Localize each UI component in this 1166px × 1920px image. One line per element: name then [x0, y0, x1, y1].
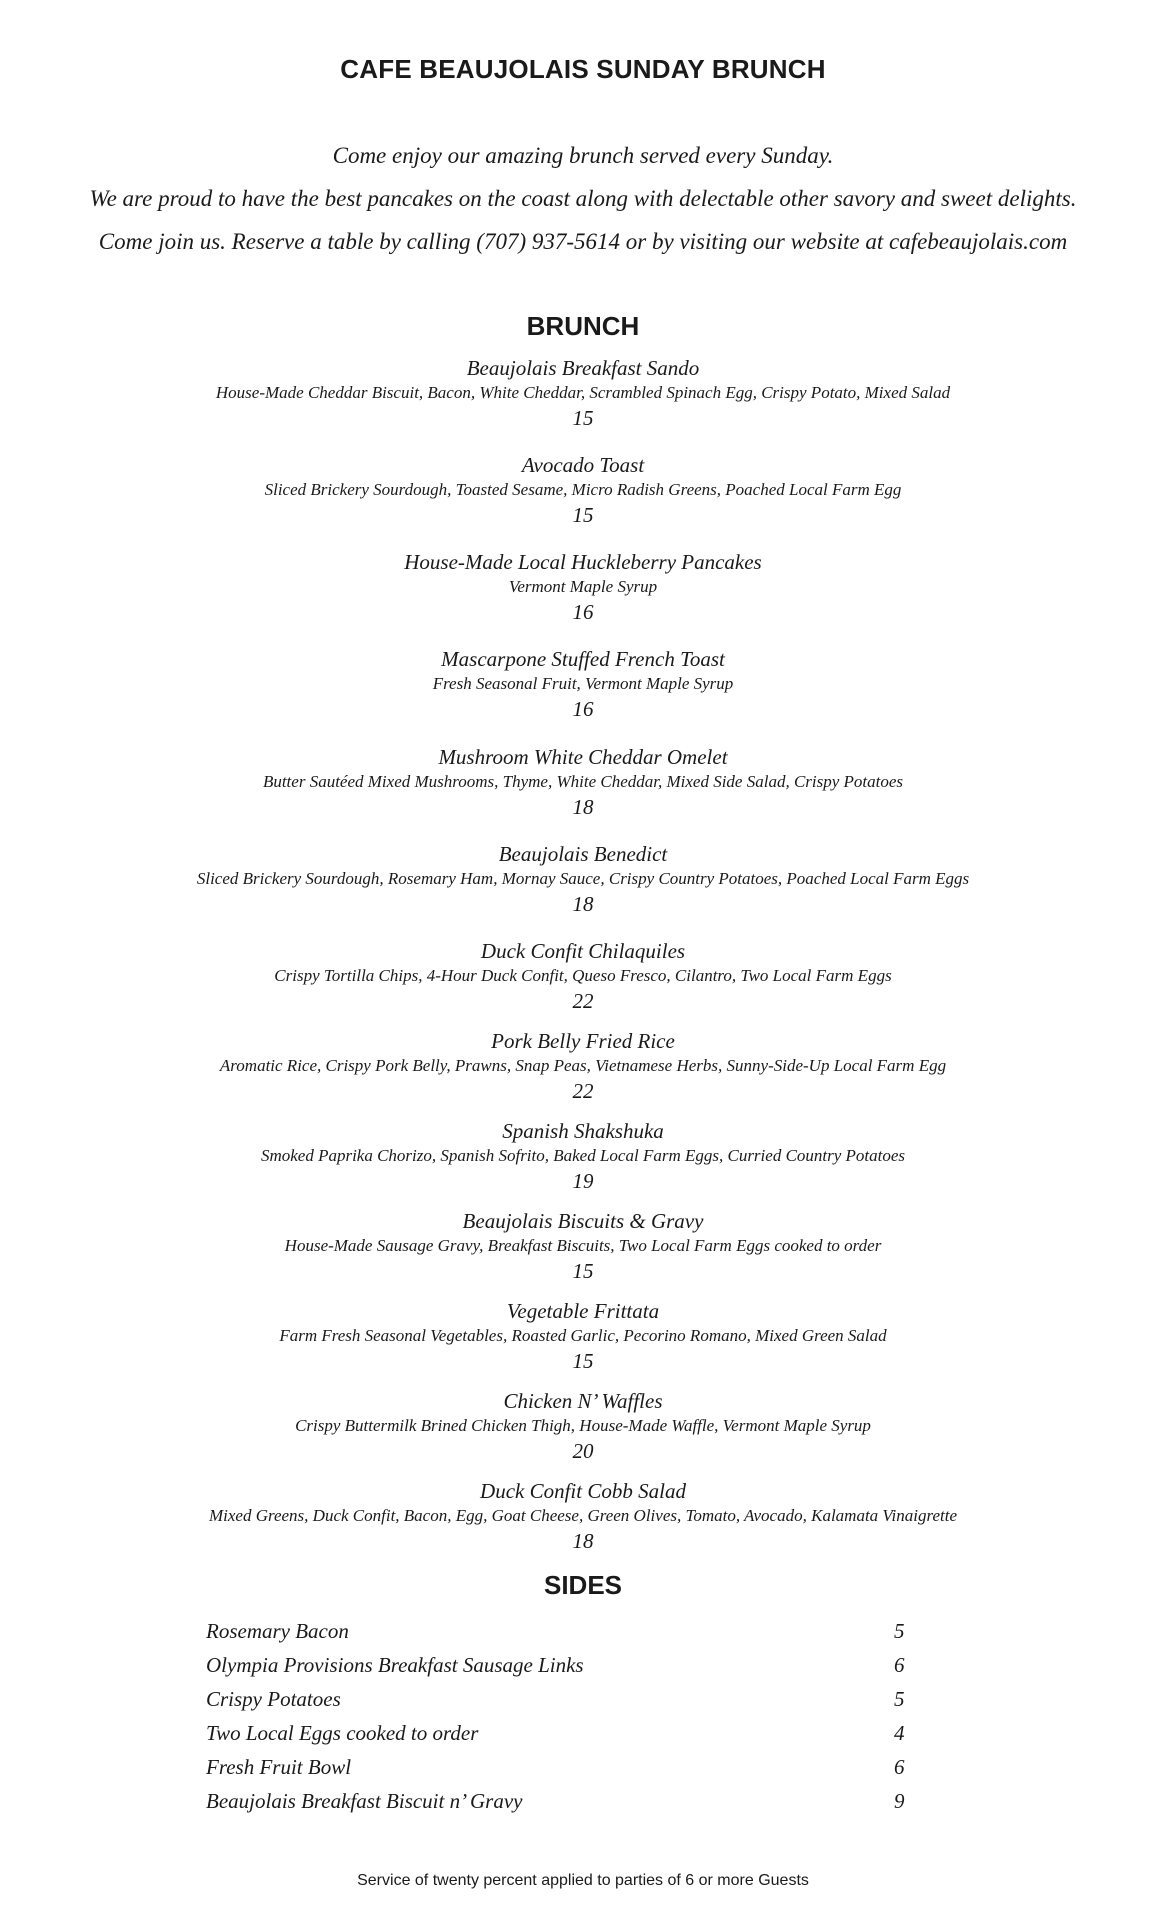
brunch-heading: BRUNCH: [526, 311, 640, 341]
page-title: CAFE BEAUJOLAIS SUNDAY BRUNCH: [340, 54, 826, 84]
item-description: Sliced Brickery Sourdough, Toasted Sesame, Micro Radish Greens, Poached Local Farm Egg: [264, 480, 902, 499]
side-item: [206, 1784, 926, 1818]
menu-item: [0, 1298, 1166, 1374]
item-price: 15: [572, 1259, 594, 1283]
item-name: House-Made Local Huckleberry Pancakes: [404, 550, 762, 574]
menu-item: [0, 1478, 1166, 1554]
side-item: [206, 1682, 926, 1716]
item-description: Crispy Buttermilk Brined Chicken Thigh, House-Made Waffle, Vermont Maple Syrup: [295, 1416, 871, 1435]
intro-text: [0, 134, 1166, 263]
intro-line: Come enjoy our amazing brunch served every Sunday.: [332, 143, 834, 168]
item-description: Sliced Brickery Sourdough, Rosemary Ham, Mornay Sauce, Crispy Country Potatoes, Poached Local Farm Eggs: [196, 869, 970, 888]
item-price: 16: [572, 697, 594, 721]
item-description: Aromatic Rice, Crispy Pork Belly, Prawns, Snap Peas, Vietnamese Herbs, Sunny-Side-Up Local Farm Egg: [219, 1056, 947, 1075]
menu-item: [0, 1118, 1166, 1194]
side-name: Fresh Fruit Bowl: [206, 1755, 352, 1779]
side-price: 9: [894, 1789, 905, 1813]
item-description: Fresh Seasonal Fruit, Vermont Maple Syrup: [432, 674, 734, 693]
side-item: [206, 1716, 926, 1750]
side-name: Crispy Potatoes: [206, 1687, 341, 1711]
item-name: Beaujolais Benedict: [498, 842, 668, 866]
service-charge-note: Service of twenty percent applied to parties of 6 or more Guests: [357, 1872, 809, 1889]
side-name: Rosemary Bacon: [206, 1619, 349, 1643]
menu-item: [0, 938, 1166, 1014]
item-name: Vegetable Frittata: [506, 1299, 660, 1323]
item-name: Mascarpone Stuffed French Toast: [441, 647, 725, 671]
item-price: 15: [572, 503, 594, 527]
item-price: 18: [572, 1529, 594, 1553]
item-name: Pork Belly Fried Rice: [491, 1029, 675, 1053]
item-description: House-Made Sausage Gravy, Breakfast Biscuits, Two Local Farm Eggs cooked to order: [284, 1236, 882, 1255]
item-name: Spanish Shakshuka: [502, 1119, 664, 1143]
intro-line: We are proud to have the best pancakes on the coast along with delectable other savory and sweet delights.: [89, 186, 1077, 211]
item-price: 22: [572, 989, 594, 1013]
item-price: 19: [572, 1169, 594, 1193]
sides-heading: SIDES: [543, 1570, 623, 1600]
item-name: Duck Confit Cobb Salad: [480, 1479, 686, 1503]
side-price: 5: [894, 1619, 905, 1643]
item-name: Mushroom White Cheddar Omelet: [438, 745, 728, 769]
item-price: 20: [572, 1439, 594, 1463]
side-price: 6: [894, 1653, 905, 1677]
intro-line: Come join us. Reserve a table by calling (707) 937-5614 or by visiting our website at cafebeaujolais.com: [98, 229, 1068, 254]
item-name: Duck Confit Chilaquiles: [480, 939, 686, 963]
side-name: Olympia Provisions Breakfast Sausage Links: [206, 1653, 584, 1677]
item-description: Butter Sautéed Mixed Mushrooms, Thyme, White Cheddar, Mixed Side Salad, Crispy Potatoes: [262, 772, 904, 791]
menu-item: [0, 646, 1166, 722]
side-price: 5: [894, 1687, 905, 1711]
side-item: [206, 1648, 926, 1682]
menu-item: [0, 1208, 1166, 1284]
menu-item: [0, 549, 1166, 625]
menu-item: [0, 1388, 1166, 1464]
side-price: 6: [894, 1755, 905, 1779]
item-description: Vermont Maple Syrup: [508, 577, 658, 596]
side-name: Beaujolais Breakfast Biscuit n’ Gravy: [206, 1789, 523, 1813]
side-name: Two Local Eggs cooked to order: [206, 1721, 479, 1745]
item-name: Chicken N’ Waffles: [503, 1389, 663, 1413]
item-description: Mixed Greens, Duck Confit, Bacon, Egg, Goat Cheese, Green Olives, Tomato, Avocado, Kalamata Vinaigrette: [208, 1506, 958, 1525]
item-price: 22: [572, 1079, 594, 1103]
menu-item: [0, 841, 1166, 917]
menu-item: [0, 355, 1166, 431]
item-price: 15: [572, 1349, 594, 1373]
menu-item: [0, 1028, 1166, 1104]
menu-item: [0, 452, 1166, 528]
item-name: Beaujolais Biscuits & Gravy: [462, 1209, 704, 1233]
item-name: Avocado Toast: [521, 453, 645, 477]
item-price: 18: [572, 795, 594, 819]
item-price: 16: [572, 600, 594, 624]
item-price: 15: [572, 406, 594, 430]
side-item: [206, 1750, 926, 1784]
side-price: 4: [894, 1721, 905, 1745]
item-description: House-Made Cheddar Biscuit, Bacon, White Cheddar, Scrambled Spinach Egg, Crispy Potato, Mixed Salad: [215, 383, 951, 402]
side-item: [206, 1614, 926, 1648]
sides-list: [206, 1614, 926, 1818]
menu-item: [0, 744, 1166, 820]
item-name: Beaujolais Breakfast Sando: [466, 356, 700, 380]
item-description: Farm Fresh Seasonal Vegetables, Roasted Garlic, Pecorino Romano, Mixed Green Salad: [279, 1326, 887, 1345]
item-price: 18: [572, 892, 594, 916]
item-description: Crispy Tortilla Chips, 4-Hour Duck Confit, Queso Fresco, Cilantro, Two Local Farm Eggs: [274, 966, 892, 985]
item-description: Smoked Paprika Chorizo, Spanish Sofrito, Baked Local Farm Eggs, Curried Country Potatoes: [260, 1146, 906, 1165]
